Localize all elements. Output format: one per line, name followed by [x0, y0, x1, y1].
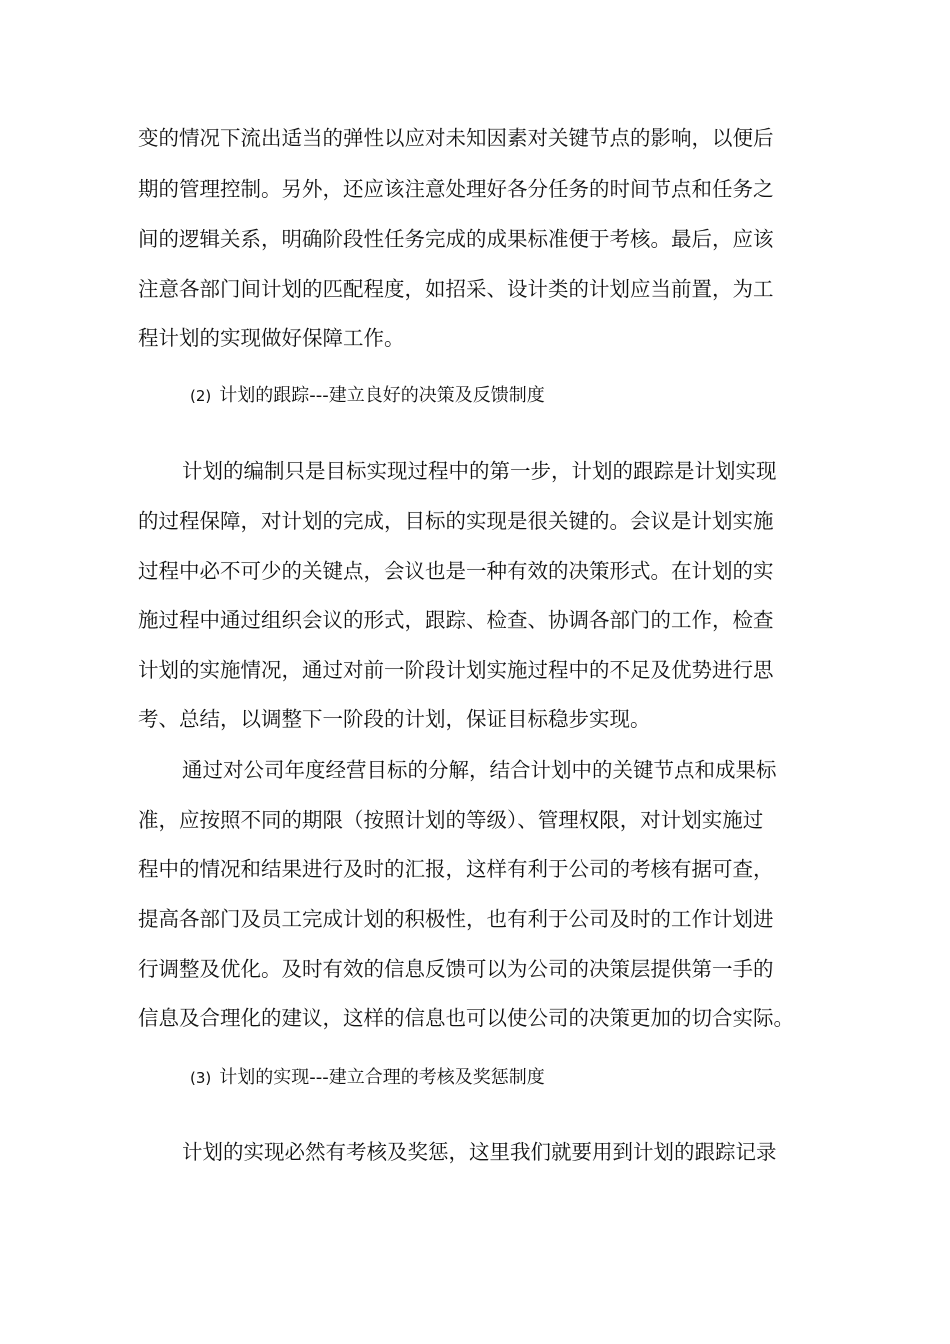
paragraph-3-line-5: 行调整及优化。及时有效的信息反馈可以为公司的决策层提供第一手的: [138, 957, 774, 981]
section-heading-2: [190, 382, 545, 410]
paragraph-2-line-2: 的过程保障，对计划的完成，目标的实现是很关键的。会议是计划实施: [138, 509, 774, 533]
paragraph-1-line-1: 变的情况下流出适当的弹性以应对未知因素对关键节点的影响，以便后: [138, 126, 774, 150]
section-heading-2-number: (2): [190, 387, 212, 405]
paragraph-4-line-1: 计划的实现必然有考核及奖惩，这里我们就要用到计划的跟踪记录: [182, 1140, 777, 1164]
section-heading-3-text: 计划的实现---建立合理的考核及奖惩制度: [219, 1067, 545, 1088]
paragraph-2-line-3: 过程中必不可少的关键点，会议也是一种有效的决策形式。在计划的实: [138, 559, 774, 583]
paragraph-2-line-1: 计划的编制只是目标实现过程中的第一步，计划的跟踪是计划实现: [182, 459, 777, 483]
section-heading-3: [190, 1064, 545, 1092]
paragraph-3-line-2: 准，应按照不同的期限（按照计划的等级）、管理权限，对计划实施过: [138, 808, 764, 832]
paragraph-2-line-4: 施过程中通过组织会议的形式，跟踪、检查、协调各部门的工作，检查: [138, 608, 774, 632]
paragraph-1-line-4: 注意各部门间计划的匹配程度，如招采、设计类的计划应当前置，为工: [138, 277, 774, 301]
paragraph-2-line-6: 考、总结，以调整下一阶段的计划，保证目标稳步实现。: [138, 707, 651, 731]
paragraph-2-line-5: 计划的实施情况，通过对前一阶段计划实施过程中的不足及优势进行思: [138, 658, 774, 682]
paragraph-3-line-3: 程中的情况和结果进行及时的汇报，这样有利于公司的考核有据可查，: [138, 857, 774, 881]
paragraph-1-line-3: 间的逻辑关系，明确阶段性任务完成的成果标准便于考核。最后，应该: [138, 227, 774, 251]
paragraph-3-line-6: 信息及合理化的建议，这样的信息也可以使公司的决策更加的切合实际。: [138, 1006, 794, 1030]
section-heading-2-text: 计划的跟踪---建立良好的决策及反馈制度: [219, 385, 545, 406]
paragraph-1-line-5: 程计划的实现做好保障工作。: [138, 326, 405, 350]
section-heading-3-number: (3): [190, 1069, 212, 1087]
paragraph-3-line-1: 通过对公司年度经营目标的分解，结合计划中的关键节点和成果标: [182, 758, 777, 782]
paragraph-1-line-2: 期的管理控制。另外，还应该注意处理好各分任务的时间节点和任务之: [138, 177, 774, 201]
paragraph-3-line-4: 提高各部门及员工完成计划的积极性，也有利于公司及时的工作计划进: [138, 907, 774, 931]
